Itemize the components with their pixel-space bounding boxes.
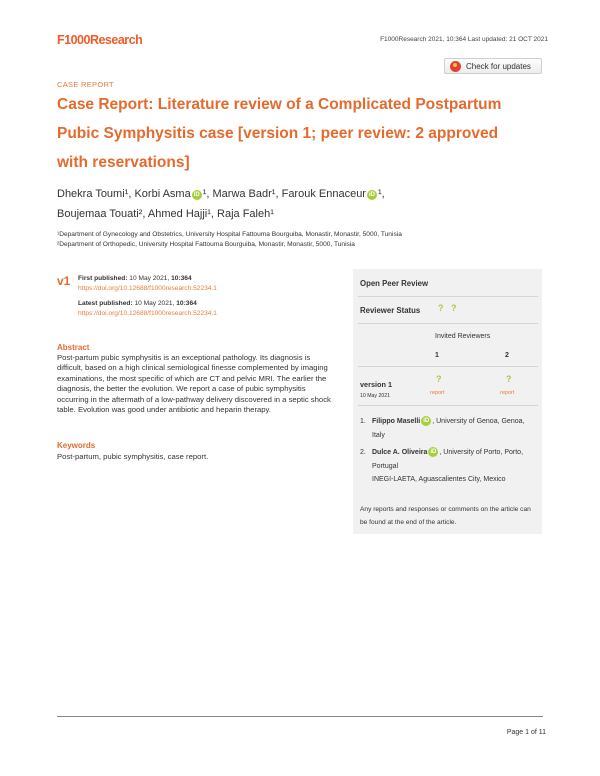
- orcid-icon[interactable]: iD: [430, 449, 437, 455]
- reviewer-list: [360, 415, 538, 487]
- author-affiliation-mark: ¹,: [202, 188, 210, 200]
- first-published-date: 10 May 2021,: [129, 275, 170, 282]
- invited-reviewers-label: Invited Reviewers: [435, 333, 491, 340]
- orcid-icon[interactable]: iD: [423, 418, 430, 424]
- check-updates-icon: [450, 61, 461, 72]
- reviewer-column-1: 1: [435, 352, 439, 359]
- reviewer-affiliation: , University of Porto, Porto, Portugal: [372, 449, 524, 470]
- keywords-heading: Keywords: [57, 441, 96, 450]
- check-updates-label: Check for updates: [466, 61, 531, 71]
- version-badge: v1: [57, 274, 71, 288]
- status-question-icon: ?: [451, 303, 457, 313]
- divider: [358, 323, 538, 324]
- latest-published-date: 10 May 2021,: [134, 300, 175, 307]
- author-name: Korbi Asma: [134, 188, 191, 200]
- affiliation-item: ¹Department of Gynecology and Obstetrics, University Hospital Fattouma Bourguiba, Monastir, Monastir, 5000, Tunisia: [57, 231, 402, 238]
- reviewer-affiliation: , University of Genoa, Genoa, Italy: [372, 418, 525, 439]
- citation-header: F1000Research 2021, 10:364 Last updated: 21 OCT 2021: [380, 36, 548, 43]
- author-name: Raja Faleh¹: [217, 208, 274, 220]
- list-number: 1.: [360, 418, 366, 425]
- list-number: 2.: [360, 449, 366, 456]
- list-item: [360, 446, 538, 487]
- reviewer-name[interactable]: Dulce A. Oliveira: [372, 449, 428, 456]
- divider: [358, 366, 538, 367]
- version-row-label: version 1: [360, 380, 393, 389]
- panel-title: Open Peer Review: [360, 279, 429, 288]
- orcid-icon[interactable]: iD: [193, 192, 200, 198]
- author-name: Boujemaa Touati²,: [57, 208, 146, 220]
- reviewer-column-2: 2: [505, 352, 509, 359]
- latest-published-label: Latest published:: [78, 300, 133, 307]
- article-title: Case Report: Literature review of a Complicated Postpartum Pubic Symphysitis case [version 1; peer review: 2 approved with reservations]: [57, 96, 502, 171]
- page-number: Page 1 of 11: [506, 729, 546, 736]
- first-published-label: First published:: [78, 275, 128, 282]
- review-status-icon: ?: [436, 374, 442, 384]
- review-panel-note: Any reports and responses or comments on the article can be found at the end of the article.: [360, 506, 531, 526]
- list-item: [360, 415, 538, 442]
- status-question-icon: ?: [438, 303, 444, 313]
- abstract-text: Post-partum pubic symphysitis is an exceptional pathology. Its diagnosis is difficult, based on a high clinical semiological finesse complemented by imaging examinations, the most specific of which are CT and pelvic MRI. The earlier the diagnosis, the better the evolution. We report a case of pubic symphysitis occurring in the aftermath of a low-pathway delivery discovered in a septic shock table. Evolution was good under antibiotic and heparin therapy.: [57, 353, 331, 415]
- author-name: Ahmed Hajji¹,: [147, 208, 214, 220]
- divider: [358, 405, 538, 406]
- article-type-label: CASE REPORT: [57, 80, 114, 89]
- orcid-icon[interactable]: iD: [368, 192, 375, 198]
- abstract-heading: Abstract: [57, 343, 90, 352]
- affiliations: [57, 230, 537, 250]
- publication-info: [78, 274, 217, 318]
- latest-doi-link[interactable]: https://doi.org/10.12688/f1000research.52234.1: [78, 309, 217, 317]
- reviewer-status-label: Reviewer Status: [360, 306, 421, 315]
- version-row-date: 10 May 2021: [360, 393, 390, 399]
- first-doi-link[interactable]: https://doi.org/10.12688/f1000research.52234.1: [78, 284, 217, 292]
- review-status-icon: ?: [506, 374, 512, 384]
- keywords-text: Post-partum, pubic symphysitis, case report.: [57, 452, 209, 461]
- author-list: [57, 184, 537, 224]
- footer-divider: [57, 716, 543, 717]
- divider: [358, 296, 538, 297]
- check-for-updates-button[interactable]: [444, 58, 542, 74]
- affiliation-item: ²Department of Orthopedic, University Hospital Fattouma Bourguiba, Monastir, Monastir, 5000, Tunisia: [57, 241, 355, 248]
- author-name: Marwa Badr¹,: [212, 188, 279, 200]
- report-link-1[interactable]: report: [430, 390, 445, 396]
- reviewer-name[interactable]: Filippo Maselli: [372, 418, 421, 425]
- reviewer-affiliation: INEGI-LAETA, Aguascalientes City, Mexico: [372, 476, 506, 483]
- author-affiliation-mark: ¹,: [377, 188, 385, 200]
- author-name: Farouk Ennaceur: [281, 188, 366, 200]
- author-name: Dhekra Toumi¹,: [57, 188, 132, 200]
- journal-logo: F1000Research: [57, 33, 143, 47]
- first-published-ref: 10:364: [171, 275, 192, 282]
- latest-published-ref: 10:364: [176, 300, 197, 307]
- report-link-2[interactable]: report: [500, 390, 515, 396]
